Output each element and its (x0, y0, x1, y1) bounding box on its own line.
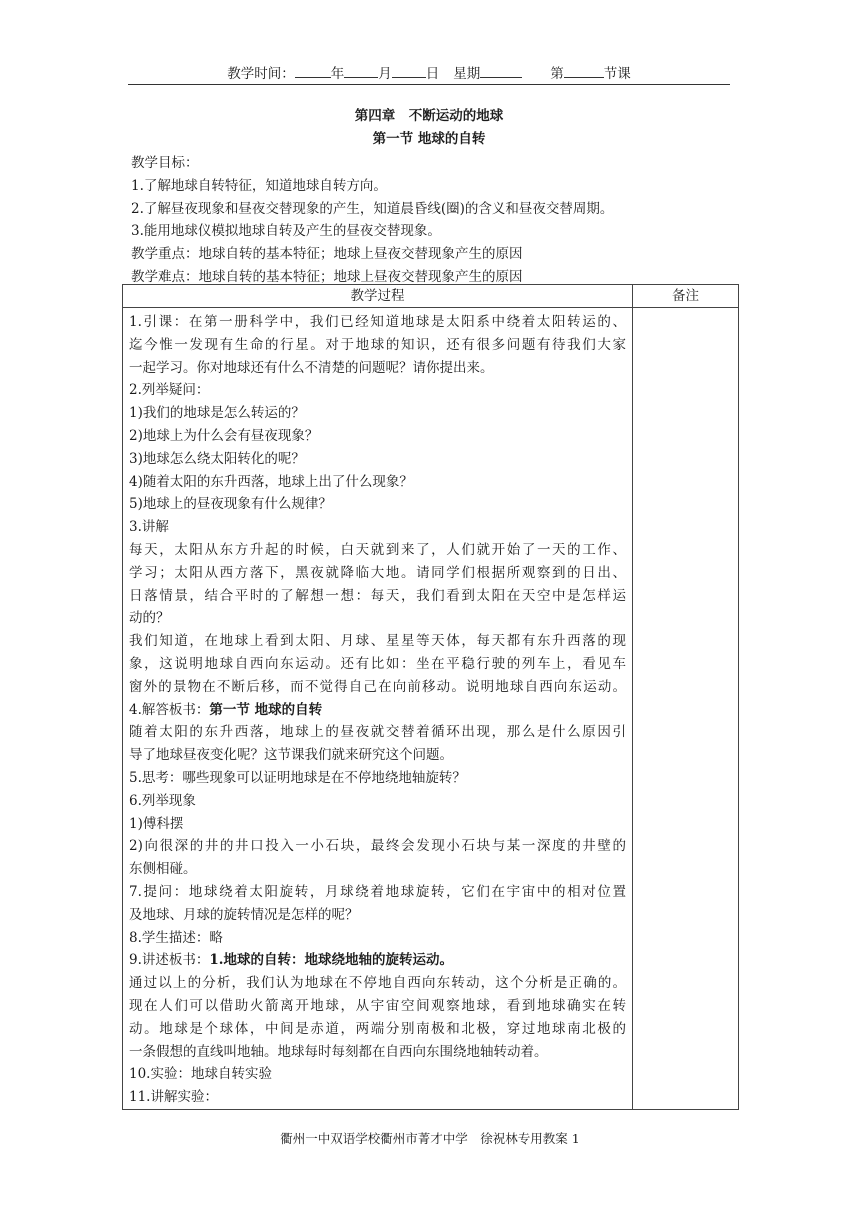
year-blank (295, 64, 331, 78)
process-line: 5)地球上的昼夜现象有什么规律？ (129, 496, 332, 513)
process-cell (123, 308, 633, 1110)
process-line: 1)傅科摆 (129, 815, 184, 832)
process-line: 通过以上的分析，我们认为地球在不停地自西向东转动，这个分析是正确的。 (129, 975, 626, 992)
process-line: 导了地球昼夜变化呢？这节课我们就来研究这个问题。 (129, 747, 453, 764)
page-footer: 衢州一中双语学校衢州市菁才中学 徐祝林专用教案 1 (280, 1131, 580, 1146)
objective-item: 3.能用地球仪模拟地球自转及产生的昼夜交替现象。 (131, 223, 441, 240)
process-line: 7.提问：地球绕着太阳旋转，月球绕着地球旋转，它们在宇宙中的相对位置 (129, 883, 626, 900)
day-blank (392, 64, 426, 78)
process-line: 1)我们的地球是怎么转运的？ (129, 405, 305, 422)
process-line: 迄今惟一发现有生命的行星。对于地球的知识，还有很多问题有待我们大家 (129, 336, 626, 353)
process-line: 一起学习。你对地球还有什么不清楚的问题呢？请你提出来。 (129, 359, 494, 376)
process-column-header: 教学过程 (123, 285, 633, 308)
notes-cell (633, 308, 739, 1110)
process-line: 学习；太阳从西方落下，黑夜就降临大地。请同学们根据所观察到的日出、 (129, 564, 626, 581)
teaching-process-table (122, 284, 739, 1110)
process-line: 9.讲述板书：1.地球的自转：地球绕地轴的旋转运动。 (129, 952, 453, 969)
process-line: 4)随着太阳的东升西落，地球上出了什么现象？ (129, 473, 413, 490)
teaching-objectives (131, 152, 731, 289)
process-line: 现在人们可以借助火箭离开地球，从宇宙空间观察地球，看到地球确实在转 (129, 997, 626, 1014)
board-heading: 1.地球的自转：地球绕地轴的旋转运动。 (209, 952, 453, 969)
objectives-label: 教学目标： (131, 155, 199, 171)
period-blank (564, 64, 604, 78)
header-rule (128, 84, 730, 85)
board-heading: 第一节 地球的自转 (209, 701, 323, 718)
process-line: 我们知道，在地球上看到太阳、月球、星星等天体，每天都有东升西落的现 (129, 633, 626, 650)
process-line: 3)地球怎么绕太阳转化的呢？ (129, 450, 305, 467)
month-blank (344, 64, 378, 78)
process-line: 4.解答板书：第一节 地球的自转 (129, 701, 323, 718)
weekday-blank (480, 64, 522, 78)
process-line: 每天，太阳从东方升起的时候，白天就到来了，人们就开始了一天的工作、 (129, 541, 626, 558)
chapter-title: 第四章 不断运动的地球 (354, 108, 504, 124)
process-line: 8.学生描述：略 (129, 929, 223, 946)
process-line: 5.思考：哪些现象可以证明地球是在不停地绕地轴旋转？ (129, 769, 466, 786)
lesson-time-header: 教学时间： 年 月 日 星期 第 节课 (227, 66, 631, 82)
process-line: 2.列举疑问： (129, 382, 210, 399)
process-line: 象，这说明地球自西向东运动。还有比如：坐在平稳行驶的列车上，看见车 (129, 655, 626, 672)
objective-item: 2.了解昼夜现象和昼夜交替现象的产生，知道晨昏线(圈)的含义和昼夜交替周期。 (131, 200, 614, 217)
process-line: 窗外的景物在不断后移，而不觉得自己在向前移动。说明地球自西向东运动。 (129, 678, 626, 695)
process-line: 6.列举现象 (129, 792, 196, 809)
objective-item: 1.了解地球自转特征，知道地球自转方向。 (131, 177, 387, 194)
process-line: 动的？ (129, 610, 170, 627)
difficulties: 教学难点：地球自转的基本特征；地球上昼夜交替现象产生的原因 (131, 268, 523, 285)
process-line: 1.引课：在第一册科学中，我们已经知道地球是太阳系中绕着太阳转运的、 (129, 314, 626, 330)
process-line: 10.实验：地球自转实验 (129, 1066, 272, 1083)
process-line: 随着太阳的东升西落，地球上的昼夜就交替着循环出现，那么是什么原因引 (129, 724, 626, 741)
notes-column-header: 备注 (633, 285, 739, 308)
process-line: 2)地球上为什么会有昼夜现象？ (129, 427, 319, 444)
process-line: 及地球、月球的旋转情况是怎样的呢？ (129, 906, 359, 923)
section-title: 第一节 地球的自转 (372, 131, 486, 147)
process-line: 2)向很深的井的井口投入一小石块，最终会发现小石块与某一深度的井壁的 (129, 838, 626, 855)
process-line: 东侧相碰。 (129, 861, 197, 878)
process-line: 一条假想的直线叫地轴。地球每时每刻都在自西向东围绕地轴转动着。 (129, 1043, 548, 1060)
key-points: 教学重点：地球自转的基本特征；地球上昼夜交替现象产生的原因 (131, 246, 523, 263)
process-line: 3.讲解 (129, 519, 169, 536)
process-line: 动。地球是个球体，中间是赤道，两端分别南极和北极，穿过地球南北极的 (129, 1020, 626, 1037)
process-line: 11.讲解实验： (129, 1089, 218, 1106)
process-line: 日落情景，结合平时的了解想一想：每天，我们看到太阳在天空中是怎样运 (129, 587, 626, 604)
